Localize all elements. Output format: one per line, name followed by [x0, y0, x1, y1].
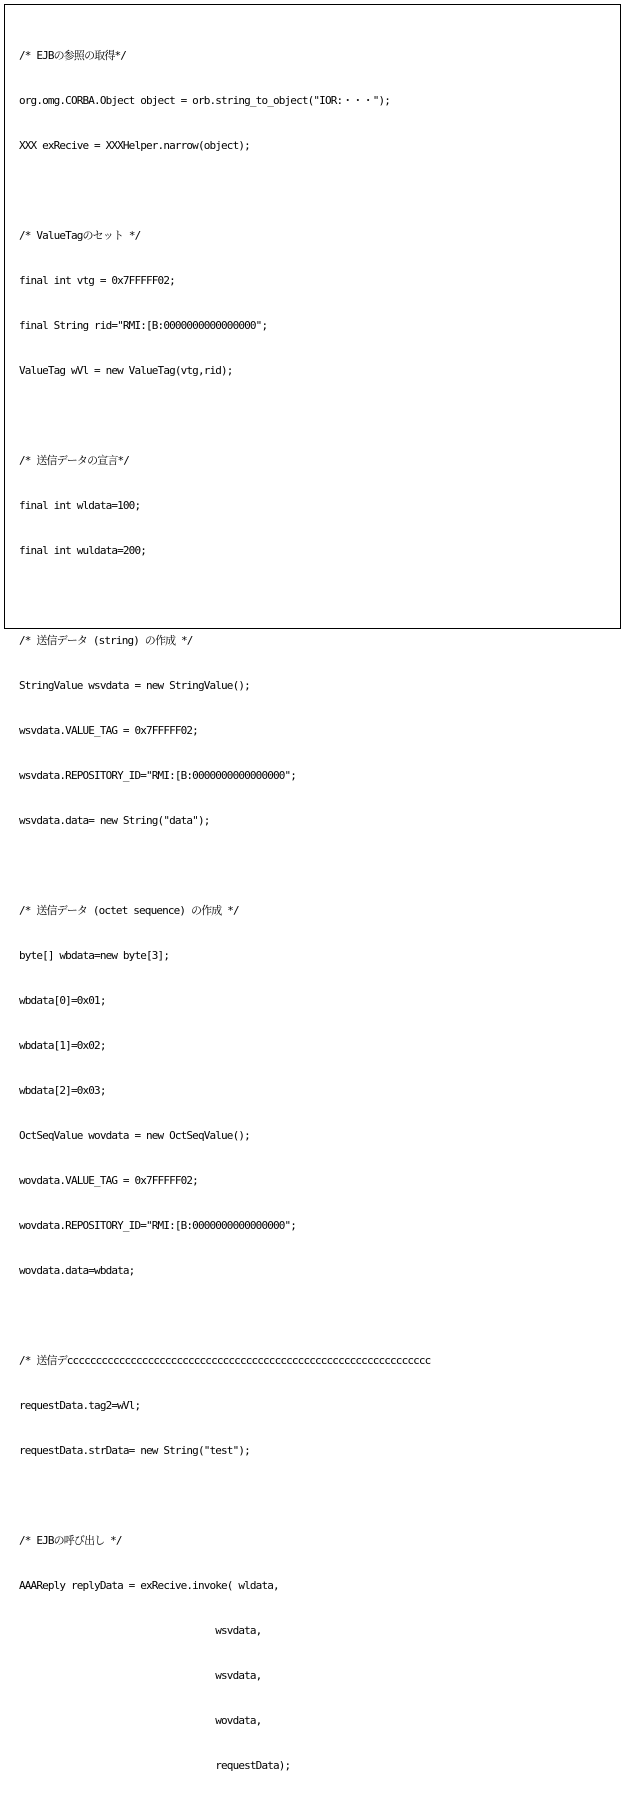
- code-line: wbdata[0]=0x01;: [19, 994, 106, 1007]
- code-line: wsvdata,: [19, 1669, 262, 1682]
- code-listing-frame: [4, 4, 621, 1772]
- code-line: [19, 183, 430, 198]
- code-line: requestData.tag2=wVl;: [19, 1399, 141, 1412]
- code-line: wsvdata,: [19, 1624, 262, 1637]
- code-line: org.omg.CORBA.Object object = orb.string_to_object("IOR:・・・");: [19, 94, 391, 107]
- code-line: wbdata[2]=0x03;: [19, 1084, 106, 1097]
- code-line: final int vtg = 0x7FFFFF02;: [19, 274, 175, 287]
- code-line: /* ValueTagのセット */: [19, 229, 141, 242]
- code-line: StringValue wsvdata = new StringValue();: [19, 679, 250, 692]
- code-line: final String rid="RMI:[B:0000000000000000";: [19, 319, 268, 332]
- code-line: /* 送信データ (octet sequence) の作成 */: [19, 904, 239, 917]
- code-line: /* 送信データ (string) の作成 */: [19, 634, 193, 647]
- code-line: requestData.strData= new String("test");: [19, 1444, 250, 1457]
- code-line: wbdata[1]=0x02;: [19, 1039, 106, 1052]
- code-line: wsvdata.data= new String("data");: [19, 814, 210, 827]
- code-line: [19, 1308, 430, 1323]
- code-line: /* 送信データの宣言*/: [19, 454, 130, 467]
- code-line: wovdata.data=wbdata;: [19, 1264, 135, 1277]
- code-line: OctSeqValue wovdata = new OctSeqValue();: [19, 1129, 250, 1142]
- code-line: wovdata.REPOSITORY_ID="RMI:[B:0000000000000000";: [19, 1219, 297, 1232]
- code-line: final int wldata=100;: [19, 499, 141, 512]
- code-line: [19, 1488, 430, 1503]
- code-line: /* 送信デccccccccccccccccccccccccccccccccccccccccccccccccccccccccccccccc: [19, 1354, 431, 1367]
- code-line: requestData);: [19, 1759, 291, 1772]
- code-line: [19, 588, 430, 603]
- code-listing: [19, 18, 430, 1803]
- code-line: byte[] wbdata=new byte[3];: [19, 949, 170, 962]
- code-line: /* EJBの呼び出し */: [19, 1534, 122, 1547]
- code-line: wsvdata.REPOSITORY_ID="RMI:[B:0000000000000000";: [19, 769, 297, 782]
- code-line: wovdata,: [19, 1714, 262, 1727]
- code-line: final int wuldata=200;: [19, 544, 146, 557]
- code-line: /* EJBの参照の取得*/: [19, 49, 127, 62]
- code-line: XXX exRecive = XXXHelper.narrow(object);: [19, 139, 250, 152]
- code-line: AAAReply replyData = exRecive.invoke( wldata,: [19, 1579, 279, 1592]
- code-line: wsvdata.VALUE_TAG = 0x7FFFFF02;: [19, 724, 198, 737]
- code-line: ValueTag wVl = new ValueTag(vtg,rid);: [19, 364, 233, 377]
- code-line: [19, 408, 430, 423]
- code-line: [19, 858, 430, 873]
- code-line: wovdata.VALUE_TAG = 0x7FFFFF02;: [19, 1174, 198, 1187]
